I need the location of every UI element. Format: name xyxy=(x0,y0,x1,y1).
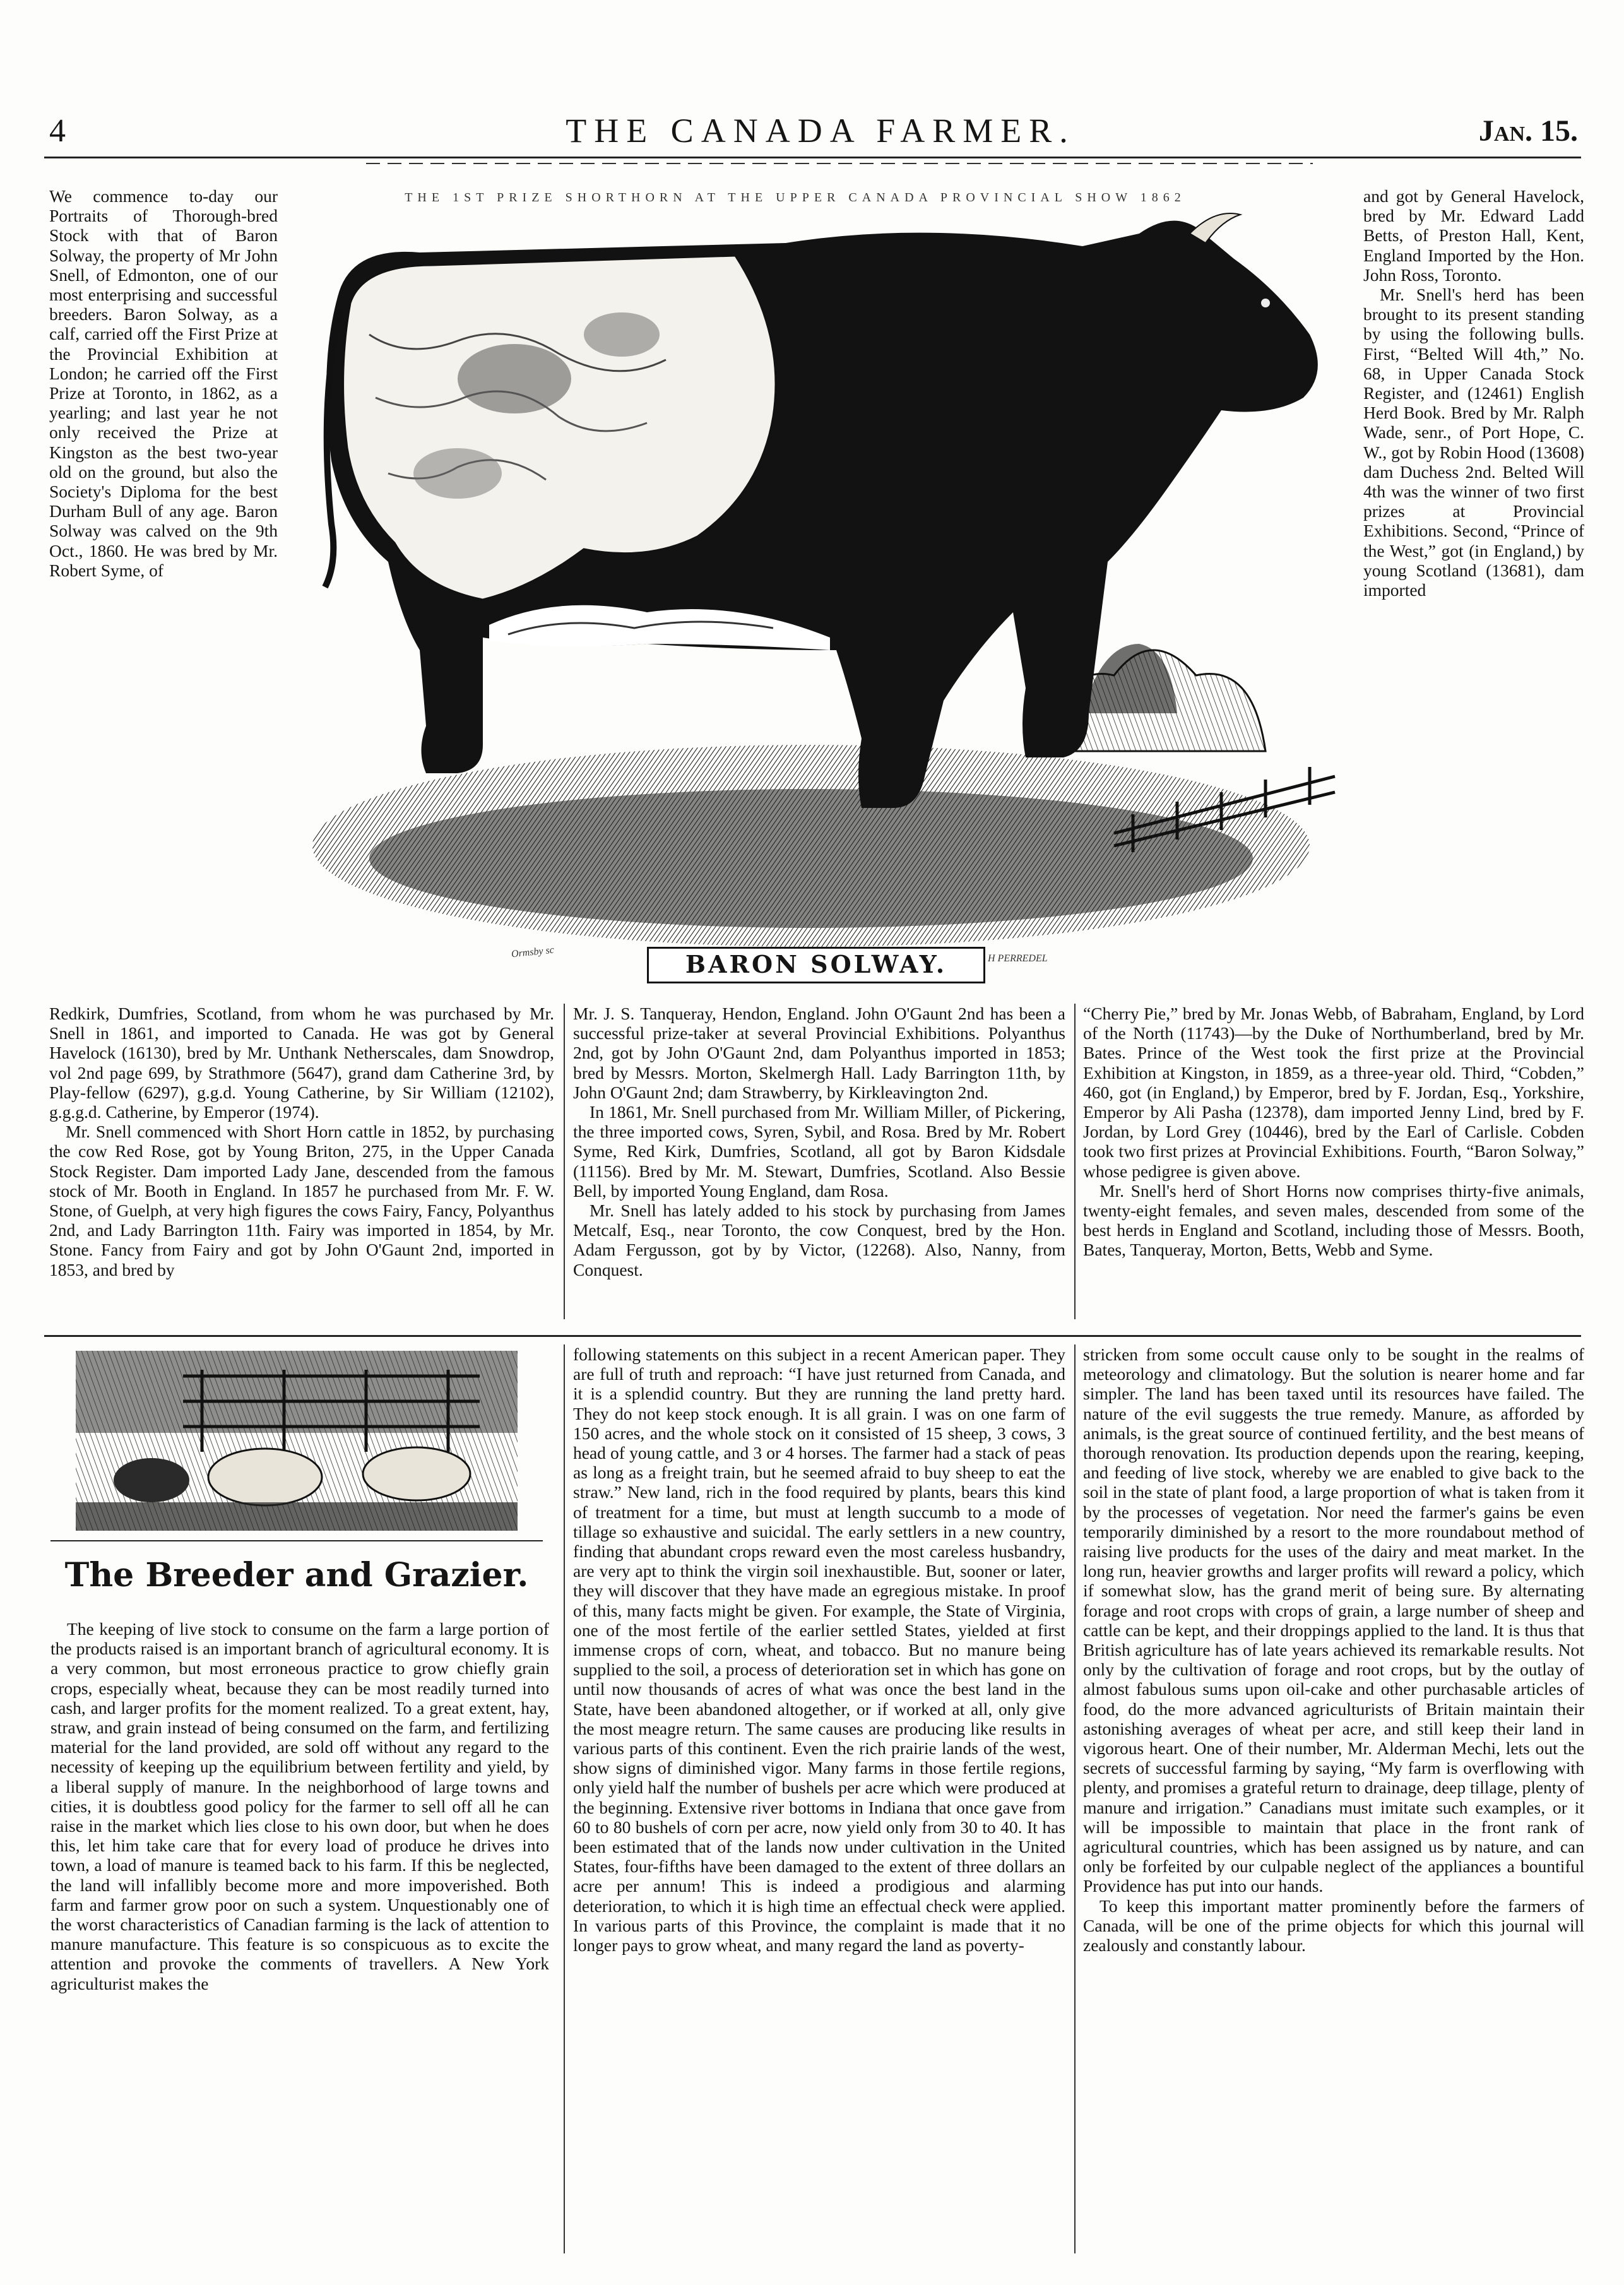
article1-bottom-column-b xyxy=(573,1004,1065,1326)
article1-bottom-a-text: Redkirk, Dumfries, Scotland, from whom he was purchased by Mr. Snell in 1861, and imported to Canada. He was got by General Havelock (16130), bred by Mr. Unthank Netherscales, dam Snowdrop, vol 2nd page 699, by Strathmore (5647), grand dam Catherine 3rd, by Play-fellow (6297), g.g.d. Young Catherine, by Sir William (12102), g.g.g.d. Catherine, by Emperor (1974). xyxy=(49,1004,554,1122)
article1-bottom-b-text: Mr. J. S. Tanqueray, Hendon, England. John O'Gaunt 2nd has been a successful prize-taker at several Provincial Exhibitions. Polyanthus 2nd, got by John O'Gaunt 2nd, dam Polyanthus imported in 1853; bred by Messrs. Morton, Skelmergh Hall. Lady Barrington 11th, by John O'Gaunt 2nd; dam Strawberry, by Kirkleavington 2nd. xyxy=(573,1004,1065,1102)
column-rule xyxy=(1074,1344,1076,2253)
article1-left-text: We commence to-day our Portraits of Thorough-bred Stock with that of Baron Solway, the property of Mr John Snell, of Edmonton, one of our most enterprising and successful breeders. Baron Solway, as a calf, carried off the First Prize at the Provincial Exhibition at London; he carried off the First Prize at Toronto, in 1862, as a yearling; and last year he not only received the Prize at Kingston as the best two-year old on the ground, but also the Society's Diploma for the best Durham Bull of any age. Baron Solway was calved on the 9th Oct., 1860. He was bred by Mr. Robert Syme, of xyxy=(49,186,278,580)
article1-bottom-b-text-3: Mr. Snell has lately added to his stock by purchasing from James Metcalf, Esq., near Toronto, the cow Conquest, bred by the Hon. Adam Fergusson, got by by Victor, (12268). Also, Nanny, from Conquest. xyxy=(573,1201,1065,1279)
article1-bottom-column-c xyxy=(1083,1004,1584,1326)
heading-rule xyxy=(50,1540,543,1541)
article1-left-column xyxy=(49,186,278,975)
article1-bottom-c-text: “Cherry Pie,” bred by Mr. Jonas Webb, of Babraham, England, by Lord of the North (11743)—by the Duke of Northumberland, bred by Mr. Bates. Prince of the West took the first prize at the Provincial Exhibition at Kingston, in 1859, as a three-year old. Third, “Cobden,” 460, got (in England,) by Emperor, bred by F. Jordan, Esq., Yorkshire, Emperor by Ali Pasha (12378), dam imported Jenny Lind, bred by F. Jordan, by Lord Grey (10446), bred by the Earl of Carlisle. Cobden took two first prizes at Provincial Exhibitions. Fourth, “Baron Solway,” whose pedigree is given above. xyxy=(1083,1004,1584,1181)
grazing-cattle-engraving xyxy=(76,1351,518,1531)
article1-bottom-column-a xyxy=(49,1004,554,1326)
article2-col2-text: following statements on this subject in a recent American paper. They are full of truth and reproach: “I have just returned from Canada, and it is a splendid country. But they are running the land pretty hard. They do not keep stock enough. It is all grain. I was on one farm of 150 acres, and the whole stock on it consisted of 15 sheep, 3 cows, 3 head of young cattle, and 3 or 4 horses. The farmer had a stack of peas as long as a freight train, but he seemed afraid to buy sheep to eat the straw.” New land, rich in the food required by plants, bears this kind of treatment for a time, but must at length succumb to a mode of tillage so exhaustive and suicidal. The early settlers in a new country, finding that abundant crops reward even the most careless husbandry, are very apt to think the virgin soil inexhaustible. But, sooner or later, they will discover that they have made an egregious mistake. In proof of this, many facts might be given. For example, the State of Virginia, one of the most fertile of the earlier settled States, yielded at first immense crops of corn, wheat, and tobacco. But no manure being supplied to the soil, a process of deterioration set in which has gone on until now thousands of acres of what was once the best land in the State, have been abandoned altogether, or if worked at all, only give the most meagre return. The same causes are producing like results in various parts of this continent. Even the rich prairie lands of the west, show signs of diminished vigor. Many farms in those fertile regions, only yield half the number of bushels per acre which were produced at the beginning. Extensive river bottoms in Indiana that once gave from 60 to 80 bushels of corn per acre, now yield only from 30 to 40. It has been estimated that of the lands now under cultivation in the United States, four-fifths have been damaged to the extent of three dollars an acre per annum! This is indeed a prodigious and alarming deterioration, to which it is high time an effectual check were applied. In various parts of this Province, the complaint is made that it no longer pays to grow wheat, and many regard the land as poverty- xyxy=(573,1344,1065,1956)
page-number: 4 xyxy=(49,113,66,149)
article2-col3-text-2: To keep this important matter prominently before the farmers of Canada, will be one of the prime objects for which this journal will zealously and constantly labour. xyxy=(1083,1896,1584,1956)
column-rule xyxy=(1074,1004,1076,1319)
article1-bottom-c-text-2: Mr. Snell's herd of Short Horns now comprises thirty-five animals, twenty-eight females, and seven males, descended from some of the best herds in England and Scotland, including those of Messrs. Booth, Bates, Tanqueray, Morton, Betts, Webb and Syme. xyxy=(1083,1180,1584,1260)
section-rule xyxy=(44,1335,1581,1337)
engraving-caption: THE 1ST PRIZE SHORTHORN AT THE UPPER CANADA PROVINCIAL SHOW 1862 xyxy=(405,191,1186,205)
engraving-plate-title: BARON SOLWAY. xyxy=(647,947,985,983)
article1-bottom-a-text-2: Mr. Snell commenced with Short Horn cattle in 1852, by purchasing the cow Red Rose, got by Young Briton, 275, in the Upper Canada Stock Register. Dam imported Lady Jane, descended from the famous stock of Mr. Booth in England. In 1857 he purchased from Mr. F. W. Stone, of Guelph, at very high figures the cows Fairy, Fancy, Polyanthus 2nd, and Lady Barrington 11th. Fairy was imported in 1854, by Mr. Stone. Fancy from Fairy and got by John O'Gaunt 2nd, imported in 1853, and bred by xyxy=(49,1122,554,1279)
article1-right-text-2: Mr. Snell's herd has been brought to its present standing by using the following bulls. First, “Belted Will 4th,” No. 68, in Upper Canada Stock Register, and (12461) English Herd Book. Bred by Mr. Ralph Wade, senr., of Port Hope, C. W., got by Robin Hood (13608) dam Duchess 2nd. Belted Will 4th was the winner of two first prizes at Provincial Exhibitions. Second, “Prince of the West,” got (in England,) by young Scotland (13681), dam imported xyxy=(1363,285,1584,600)
header-rule xyxy=(44,157,1581,158)
article1-right-text: and got by General Havelock, bred by Mr. Edward Ladd Betts, of Preston Hall, Kent, England Imported by the Hon. John Ross, Toronto. xyxy=(1363,186,1584,285)
article2-col1-text: The keeping of live stock to consume on the farm a large portion of the products raised is an important branch of agricultural economy. It is a very common, but most erroneous practice to grow chiefly grain crops, especially wheat, because they can be most readily turned into cash, and larger profits for the moment realized. To a great extent, hay, straw, and grain instead of being consumed on the farm, and fertilizing material for the land provided, are sold off without any regard to the necessity of keeping up the equilibrium between fertility and yield, by a liberal supply of manure. In the neighborhood of large towns and cities, it is doubtless good policy for the farmer to sell off all he can raise in the market which lies close to his own door, but when he does this, let him take care that for every load of produce he drives into town, a load of manure is teamed back to his farm. If this be neglected, the land will infallibly become more and more impoverished. Both farm and farmer grow poor on such a system. Unquestionably one of the worst characteristics of Canadian farming is the lack of attention to manure manufacture. This feature is so conspicuous as to excite the attention and provoke the comments of travellers. A New York agriculturist makes the xyxy=(50,1619,549,1993)
issue-date: Jan. 15. xyxy=(1478,114,1578,148)
masthead-title: THE CANADA FARMER. xyxy=(566,112,1076,150)
engraver-credit-left: Ormsby sc xyxy=(511,944,555,960)
column-rule xyxy=(564,1344,565,2253)
column-rule xyxy=(564,1004,565,1319)
article1-bottom-b-text-2: In 1861, Mr. Snell purchased from Mr. William Miller, of Pickering, the three imported cows, Syren, Sybil, and Rosa. Bred by Mr. Robert Syme, Red Kirk, Dumfries, Scotland, all got by Baron Kidsdale (11156). Bred by Mr. M. Stewart, Dumfries, Scotland. Also Bessie Bell, by imported Young England, dam Rosa. xyxy=(573,1102,1065,1201)
bull-engraving xyxy=(293,208,1360,966)
article1-right-column xyxy=(1363,186,1584,1000)
header-rule-dashed xyxy=(366,163,1313,164)
section-heading: The Breeder and Grazier. xyxy=(64,1556,529,1594)
article2-column-3 xyxy=(1083,1344,1584,2257)
article2-col3-text: stricken from some occult cause only to be sought in the realms of meteorology and climatology. But the solution is nearer home and far simpler. The land has been taxed until its resources have failed. The nature of the evil suggests the true remedy. Manure, as afforded by animals, is the great source of continued fertility, and the best means of thorough renovation. Its production depends upon the rearing, keeping, and feeding of live stock, whereby we are enabled to give back to the soil in the state of plant food, a large proportion of what is taken from it by the processes of vegetation. Nor need the farmer's gains be even temporarily diminished by a resort to the more roundabout method of raising live products for the uses of the dairy and meat market. In the long run, heavier growths and larger profits will reward a policy, which if somewhat slow, has the grand merit of being sure. By alternating forage and root crops with crops of grain, a large number of sheep and cattle can be kept, and their droppings applied to the land. It is thus that British agriculture has of late years achieved its remarkable results. Not only by the cultivation of forage and root crops, but by the outlay of almost fabulous sums upon oil-cake and other purchasable articles of food, do the more advanced agriculturists of Britain maintain their astonishing averages of wheat per acre, and still keep their land in vigorous heart. One of their number, Mr. Alderman Mechi, lets out the secrets of successful farming by saying, “My farm is overflowing with plenty, and promises a grateful return to drainage, deep tillage, plenty of manure and irrigation.” Canadians must imitate such examples, or it will be impossible to maintain that place in the front rank of agricultural countries, which has been assigned us by nature, and can only be forfeited by our culpable neglect of the appliances a bountiful Providence has put into our hands. xyxy=(1083,1344,1584,1896)
article2-column-1 xyxy=(50,1619,549,2257)
article2-column-2 xyxy=(573,1344,1065,2257)
engraver-credit-right: H PERREDEL xyxy=(988,953,1048,964)
